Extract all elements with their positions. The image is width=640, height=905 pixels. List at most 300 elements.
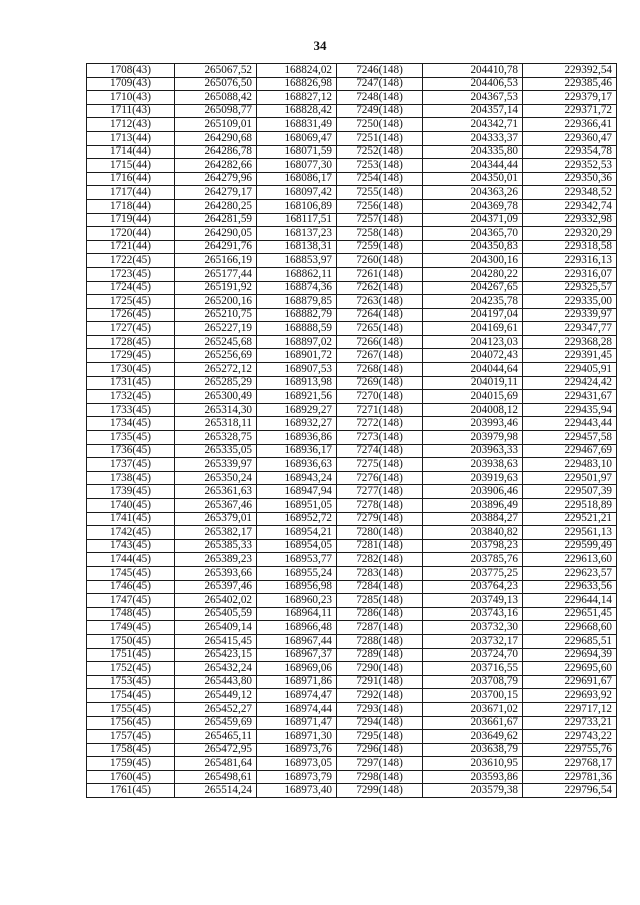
cell-point-id: 7282(148) [337, 553, 423, 567]
cell-point-id: 7286(148) [337, 607, 423, 621]
cell-x-coordinate: 265227,19 [175, 322, 257, 336]
cell-y-coordinate: 229693,92 [523, 689, 617, 703]
table-row [87, 689, 617, 703]
table-row [87, 227, 617, 241]
cell-x-coordinate: 204044,64 [423, 363, 523, 377]
cell-y-coordinate: 229360,47 [523, 131, 617, 145]
cell-y-coordinate: 168954,05 [257, 539, 337, 553]
cell-x-coordinate: 204369,78 [423, 199, 523, 213]
cell-point-id: 7254(148) [337, 172, 423, 186]
cell-point-id: 7247(148) [337, 77, 423, 91]
cell-x-coordinate: 203700,15 [423, 689, 523, 703]
cell-point-id: 7267(148) [337, 349, 423, 363]
table-row [87, 580, 617, 594]
cell-x-coordinate: 203963,33 [423, 444, 523, 458]
cell-y-coordinate: 229368,28 [523, 335, 617, 349]
cell-x-coordinate: 264281,59 [175, 213, 257, 227]
cell-y-coordinate: 168901,72 [257, 349, 337, 363]
cell-x-coordinate: 265452,27 [175, 702, 257, 716]
cell-point-id: 7253(148) [337, 159, 423, 173]
cell-point-id: 7251(148) [337, 131, 423, 145]
cell-y-coordinate: 229347,77 [523, 322, 617, 336]
cell-x-coordinate: 265465,11 [175, 730, 257, 744]
cell-y-coordinate: 168932,27 [257, 417, 337, 431]
table-row [87, 254, 617, 268]
cell-x-coordinate: 203732,17 [423, 634, 523, 648]
cell-point-id: 1757(45) [87, 730, 175, 744]
cell-x-coordinate: 204410,78 [423, 64, 523, 78]
cell-x-coordinate: 265300,49 [175, 390, 257, 404]
cell-y-coordinate: 168077,30 [257, 159, 337, 173]
cell-y-coordinate: 229316,13 [523, 254, 617, 268]
cell-x-coordinate: 204019,11 [423, 376, 523, 390]
cell-y-coordinate: 168879,85 [257, 295, 337, 309]
table-row [87, 471, 617, 485]
cell-x-coordinate: 203638,79 [423, 743, 523, 757]
table-row [87, 512, 617, 526]
cell-x-coordinate: 203732,30 [423, 621, 523, 635]
cell-x-coordinate: 265481,64 [175, 757, 257, 771]
cell-x-coordinate: 204072,43 [423, 349, 523, 363]
cell-point-id: 7278(148) [337, 499, 423, 513]
cell-point-id: 7290(148) [337, 662, 423, 676]
cell-y-coordinate: 229717,12 [523, 702, 617, 716]
cell-y-coordinate: 229521,21 [523, 512, 617, 526]
cell-y-coordinate: 168071,59 [257, 145, 337, 159]
cell-x-coordinate: 265272,12 [175, 363, 257, 377]
cell-point-id: 7274(148) [337, 444, 423, 458]
cell-point-id: 1756(45) [87, 716, 175, 730]
cell-y-coordinate: 229318,58 [523, 240, 617, 254]
cell-x-coordinate: 203749,13 [423, 594, 523, 608]
cell-point-id: 1749(45) [87, 621, 175, 635]
cell-y-coordinate: 229518,89 [523, 499, 617, 513]
cell-x-coordinate: 204342,71 [423, 118, 523, 132]
cell-x-coordinate: 265335,05 [175, 444, 257, 458]
cell-y-coordinate: 168960,23 [257, 594, 337, 608]
cell-y-coordinate: 168824,02 [257, 64, 337, 78]
cell-y-coordinate: 168936,86 [257, 431, 337, 445]
cell-y-coordinate: 168953,77 [257, 553, 337, 567]
cell-x-coordinate: 265088,42 [175, 91, 257, 105]
cell-point-id: 1758(45) [87, 743, 175, 757]
cell-x-coordinate: 203708,79 [423, 675, 523, 689]
cell-y-coordinate: 229467,69 [523, 444, 617, 458]
cell-y-coordinate: 229644,14 [523, 594, 617, 608]
cell-y-coordinate: 168831,49 [257, 118, 337, 132]
cell-y-coordinate: 229366,41 [523, 118, 617, 132]
cell-x-coordinate: 265098,77 [175, 104, 257, 118]
cell-x-coordinate: 264290,05 [175, 227, 257, 241]
cell-y-coordinate: 229354,78 [523, 145, 617, 159]
cell-y-coordinate: 229623,57 [523, 566, 617, 580]
cell-y-coordinate: 168973,05 [257, 757, 337, 771]
cell-x-coordinate: 204350,01 [423, 172, 523, 186]
cell-x-coordinate: 265432,24 [175, 662, 257, 676]
cell-point-id: 1760(45) [87, 770, 175, 784]
cell-point-id: 7280(148) [337, 526, 423, 540]
cell-point-id: 7271(148) [337, 403, 423, 417]
cell-point-id: 1723(45) [87, 267, 175, 281]
cell-point-id: 7262(148) [337, 281, 423, 295]
cell-point-id: 7291(148) [337, 675, 423, 689]
cell-x-coordinate: 265166,19 [175, 254, 257, 268]
cell-y-coordinate: 229781,36 [523, 770, 617, 784]
cell-point-id: 1716(44) [87, 172, 175, 186]
cell-point-id: 7255(148) [337, 186, 423, 200]
cell-point-id: 1754(45) [87, 689, 175, 703]
cell-point-id: 1752(45) [87, 662, 175, 676]
cell-y-coordinate: 168974,44 [257, 702, 337, 716]
table-row [87, 757, 617, 771]
cell-x-coordinate: 204008,12 [423, 403, 523, 417]
cell-x-coordinate: 265256,69 [175, 349, 257, 363]
cell-point-id: 7256(148) [337, 199, 423, 213]
page-number: 34 [313, 38, 327, 53]
cell-point-id: 1728(45) [87, 335, 175, 349]
cell-point-id: 1720(44) [87, 227, 175, 241]
cell-y-coordinate: 168951,05 [257, 499, 337, 513]
table-row [87, 770, 617, 784]
cell-point-id: 1709(43) [87, 77, 175, 91]
cell-y-coordinate: 229424,42 [523, 376, 617, 390]
cell-x-coordinate: 203649,62 [423, 730, 523, 744]
cell-x-coordinate: 265067,52 [175, 64, 257, 78]
cell-point-id: 1732(45) [87, 390, 175, 404]
table-row [87, 240, 617, 254]
cell-point-id: 1738(45) [87, 471, 175, 485]
cell-point-id: 7264(148) [337, 308, 423, 322]
table-row [87, 499, 617, 513]
cell-point-id: 1711(43) [87, 104, 175, 118]
cell-y-coordinate: 168907,53 [257, 363, 337, 377]
cell-point-id: 7281(148) [337, 539, 423, 553]
cell-y-coordinate: 168971,30 [257, 730, 337, 744]
cell-y-coordinate: 229339,97 [523, 308, 617, 322]
cell-y-coordinate: 229379,17 [523, 91, 617, 105]
cell-point-id: 7275(148) [337, 458, 423, 472]
table-row [87, 145, 617, 159]
cell-x-coordinate: 265328,75 [175, 431, 257, 445]
cell-x-coordinate: 265109,01 [175, 118, 257, 132]
cell-y-coordinate: 229691,67 [523, 675, 617, 689]
cell-y-coordinate: 168874,36 [257, 281, 337, 295]
cell-point-id: 7249(148) [337, 104, 423, 118]
table-row [87, 648, 617, 662]
cell-y-coordinate: 229651,45 [523, 607, 617, 621]
cell-point-id: 1733(45) [87, 403, 175, 417]
cell-x-coordinate: 203884,27 [423, 512, 523, 526]
cell-y-coordinate: 168897,02 [257, 335, 337, 349]
table-row [87, 186, 617, 200]
cell-y-coordinate: 229501,97 [523, 471, 617, 485]
cell-point-id: 1745(45) [87, 566, 175, 580]
cell-point-id: 7292(148) [337, 689, 423, 703]
cell-point-id: 7293(148) [337, 702, 423, 716]
cell-x-coordinate: 203919,63 [423, 471, 523, 485]
cell-point-id: 7284(148) [337, 580, 423, 594]
coordinate-table-body [87, 64, 617, 798]
table-row [87, 349, 617, 363]
cell-y-coordinate: 229335,00 [523, 295, 617, 309]
cell-x-coordinate: 204123,03 [423, 335, 523, 349]
cell-x-coordinate: 203610,95 [423, 757, 523, 771]
cell-x-coordinate: 265397,46 [175, 580, 257, 594]
cell-y-coordinate: 168967,44 [257, 634, 337, 648]
cell-y-coordinate: 229435,94 [523, 403, 617, 417]
cell-x-coordinate: 204300,16 [423, 254, 523, 268]
cell-point-id: 1743(45) [87, 539, 175, 553]
cell-point-id: 7299(148) [337, 784, 423, 798]
cell-point-id: 1710(43) [87, 91, 175, 105]
cell-x-coordinate: 204015,69 [423, 390, 523, 404]
cell-y-coordinate: 229507,39 [523, 485, 617, 499]
cell-point-id: 1761(45) [87, 784, 175, 798]
cell-point-id: 7273(148) [337, 431, 423, 445]
cell-point-id: 7260(148) [337, 254, 423, 268]
cell-x-coordinate: 265423,15 [175, 648, 257, 662]
cell-x-coordinate: 203743,16 [423, 607, 523, 621]
cell-y-coordinate: 168973,76 [257, 743, 337, 757]
table-row [87, 118, 617, 132]
cell-y-coordinate: 229457,58 [523, 431, 617, 445]
cell-point-id: 1751(45) [87, 648, 175, 662]
cell-y-coordinate: 168936,63 [257, 458, 337, 472]
cell-x-coordinate: 265402,02 [175, 594, 257, 608]
cell-x-coordinate: 265285,29 [175, 376, 257, 390]
cell-point-id: 1712(43) [87, 118, 175, 132]
cell-x-coordinate: 265361,63 [175, 485, 257, 499]
cell-x-coordinate: 265191,92 [175, 281, 257, 295]
table-row [87, 458, 617, 472]
cell-y-coordinate: 168974,47 [257, 689, 337, 703]
table-row [87, 784, 617, 798]
cell-x-coordinate: 265318,11 [175, 417, 257, 431]
cell-y-coordinate: 229599,49 [523, 539, 617, 553]
cell-x-coordinate: 265314,30 [175, 403, 257, 417]
cell-y-coordinate: 168827,12 [257, 91, 337, 105]
cell-point-id: 1755(45) [87, 702, 175, 716]
table-row [87, 267, 617, 281]
cell-y-coordinate: 168969,06 [257, 662, 337, 676]
cell-point-id: 1747(45) [87, 594, 175, 608]
cell-x-coordinate: 265379,01 [175, 512, 257, 526]
cell-x-coordinate: 265449,12 [175, 689, 257, 703]
cell-point-id: 1726(45) [87, 308, 175, 322]
cell-y-coordinate: 229613,60 [523, 553, 617, 567]
cell-y-coordinate: 229391,45 [523, 349, 617, 363]
cell-y-coordinate: 168913,98 [257, 376, 337, 390]
cell-x-coordinate: 265385,33 [175, 539, 257, 553]
cell-y-coordinate: 168973,79 [257, 770, 337, 784]
cell-point-id: 7250(148) [337, 118, 423, 132]
cell-x-coordinate: 204363,26 [423, 186, 523, 200]
cell-y-coordinate: 168947,94 [257, 485, 337, 499]
cell-point-id: 1708(43) [87, 64, 175, 78]
cell-x-coordinate: 265350,24 [175, 471, 257, 485]
cell-x-coordinate: 265177,44 [175, 267, 257, 281]
cell-y-coordinate: 229320,29 [523, 227, 617, 241]
cell-y-coordinate: 229371,72 [523, 104, 617, 118]
cell-point-id: 7297(148) [337, 757, 423, 771]
cell-point-id: 1742(45) [87, 526, 175, 540]
cell-y-coordinate: 168069,47 [257, 131, 337, 145]
cell-point-id: 1739(45) [87, 485, 175, 499]
cell-y-coordinate: 168138,31 [257, 240, 337, 254]
cell-y-coordinate: 229668,60 [523, 621, 617, 635]
cell-y-coordinate: 168955,24 [257, 566, 337, 580]
table-row [87, 743, 617, 757]
cell-x-coordinate: 265200,16 [175, 295, 257, 309]
cell-point-id: 7266(148) [337, 335, 423, 349]
cell-x-coordinate: 264291,76 [175, 240, 257, 254]
cell-point-id: 1734(45) [87, 417, 175, 431]
cell-x-coordinate: 203896,49 [423, 499, 523, 513]
table-row [87, 91, 617, 105]
table-row [87, 553, 617, 567]
table-row [87, 702, 617, 716]
cell-point-id: 7270(148) [337, 390, 423, 404]
cell-point-id: 7294(148) [337, 716, 423, 730]
cell-y-coordinate: 168952,72 [257, 512, 337, 526]
cell-x-coordinate: 204367,53 [423, 91, 523, 105]
cell-y-coordinate: 229733,21 [523, 716, 617, 730]
table-row [87, 376, 617, 390]
table-row [87, 213, 617, 227]
cell-y-coordinate: 229385,46 [523, 77, 617, 91]
cell-x-coordinate: 203840,82 [423, 526, 523, 540]
cell-point-id: 7246(148) [337, 64, 423, 78]
cell-x-coordinate: 203979,98 [423, 431, 523, 445]
cell-x-coordinate: 265498,61 [175, 770, 257, 784]
cell-x-coordinate: 265367,46 [175, 499, 257, 513]
cell-x-coordinate: 264279,96 [175, 172, 257, 186]
cell-point-id: 7263(148) [337, 295, 423, 309]
cell-point-id: 7277(148) [337, 485, 423, 499]
cell-x-coordinate: 204344,44 [423, 159, 523, 173]
cell-x-coordinate: 203716,55 [423, 662, 523, 676]
cell-y-coordinate: 229316,07 [523, 267, 617, 281]
cell-y-coordinate: 229694,39 [523, 648, 617, 662]
cell-point-id: 7248(148) [337, 91, 423, 105]
cell-point-id: 1724(45) [87, 281, 175, 295]
cell-x-coordinate: 264280,25 [175, 199, 257, 213]
cell-x-coordinate: 265415,45 [175, 634, 257, 648]
cell-y-coordinate: 229743,22 [523, 730, 617, 744]
cell-y-coordinate: 168862,11 [257, 267, 337, 281]
cell-point-id: 7259(148) [337, 240, 423, 254]
cell-y-coordinate: 168117,51 [257, 213, 337, 227]
cell-y-coordinate: 229695,60 [523, 662, 617, 676]
cell-y-coordinate: 168936,17 [257, 444, 337, 458]
cell-x-coordinate: 204357,14 [423, 104, 523, 118]
cell-x-coordinate: 204280,22 [423, 267, 523, 281]
cell-point-id: 1750(45) [87, 634, 175, 648]
cell-x-coordinate: 203579,38 [423, 784, 523, 798]
cell-y-coordinate: 168106,89 [257, 199, 337, 213]
cell-y-coordinate: 168137,23 [257, 227, 337, 241]
cell-point-id: 7288(148) [337, 634, 423, 648]
cell-y-coordinate: 229755,76 [523, 743, 617, 757]
table-row [87, 730, 617, 744]
cell-x-coordinate: 265393,66 [175, 566, 257, 580]
cell-point-id: 1740(45) [87, 499, 175, 513]
cell-y-coordinate: 168971,47 [257, 716, 337, 730]
cell-point-id: 7261(148) [337, 267, 423, 281]
table-row [87, 172, 617, 186]
cell-point-id: 1746(45) [87, 580, 175, 594]
cell-x-coordinate: 204371,09 [423, 213, 523, 227]
cell-x-coordinate: 204197,04 [423, 308, 523, 322]
cell-x-coordinate: 265459,69 [175, 716, 257, 730]
cell-point-id: 7265(148) [337, 322, 423, 336]
cell-point-id: 7272(148) [337, 417, 423, 431]
cell-y-coordinate: 229633,56 [523, 580, 617, 594]
cell-y-coordinate: 229685,51 [523, 634, 617, 648]
cell-y-coordinate: 168097,42 [257, 186, 337, 200]
cell-point-id: 1717(44) [87, 186, 175, 200]
cell-x-coordinate: 265514,24 [175, 784, 257, 798]
table-row [87, 431, 617, 445]
cell-y-coordinate: 168971,86 [257, 675, 337, 689]
cell-point-id: 1744(45) [87, 553, 175, 567]
cell-y-coordinate: 168921,56 [257, 390, 337, 404]
cell-x-coordinate: 265339,97 [175, 458, 257, 472]
cell-y-coordinate: 168882,79 [257, 308, 337, 322]
table-row [87, 281, 617, 295]
table-row [87, 104, 617, 118]
cell-x-coordinate: 204335,80 [423, 145, 523, 159]
cell-y-coordinate: 168943,24 [257, 471, 337, 485]
cell-y-coordinate: 168853,97 [257, 254, 337, 268]
cell-y-coordinate: 229431,67 [523, 390, 617, 404]
cell-x-coordinate: 203593,86 [423, 770, 523, 784]
table-row [87, 199, 617, 213]
cell-point-id: 7295(148) [337, 730, 423, 744]
cell-x-coordinate: 265443,80 [175, 675, 257, 689]
cell-x-coordinate: 265076,50 [175, 77, 257, 91]
cell-point-id: 1725(45) [87, 295, 175, 309]
cell-point-id: 1729(45) [87, 349, 175, 363]
cell-x-coordinate: 264290,68 [175, 131, 257, 145]
cell-y-coordinate: 229405,91 [523, 363, 617, 377]
cell-point-id: 1748(45) [87, 607, 175, 621]
cell-x-coordinate: 265245,68 [175, 335, 257, 349]
cell-y-coordinate: 229483,10 [523, 458, 617, 472]
table-row [87, 363, 617, 377]
cell-y-coordinate: 229352,53 [523, 159, 617, 173]
cell-point-id: 7252(148) [337, 145, 423, 159]
cell-y-coordinate: 229796,54 [523, 784, 617, 798]
cell-y-coordinate: 229392,54 [523, 64, 617, 78]
table-row [87, 131, 617, 145]
cell-point-id: 1718(44) [87, 199, 175, 213]
cell-point-id: 7279(148) [337, 512, 423, 526]
cell-y-coordinate: 168954,21 [257, 526, 337, 540]
cell-x-coordinate: 203938,63 [423, 458, 523, 472]
cell-y-coordinate: 168964,11 [257, 607, 337, 621]
cell-x-coordinate: 203775,25 [423, 566, 523, 580]
table-row [87, 539, 617, 553]
cell-x-coordinate: 204235,78 [423, 295, 523, 309]
cell-point-id: 1741(45) [87, 512, 175, 526]
table-row [87, 322, 617, 336]
cell-x-coordinate: 204267,65 [423, 281, 523, 295]
cell-x-coordinate: 203661,67 [423, 716, 523, 730]
table-row [87, 662, 617, 676]
table-row [87, 77, 617, 91]
cell-point-id: 7257(148) [337, 213, 423, 227]
